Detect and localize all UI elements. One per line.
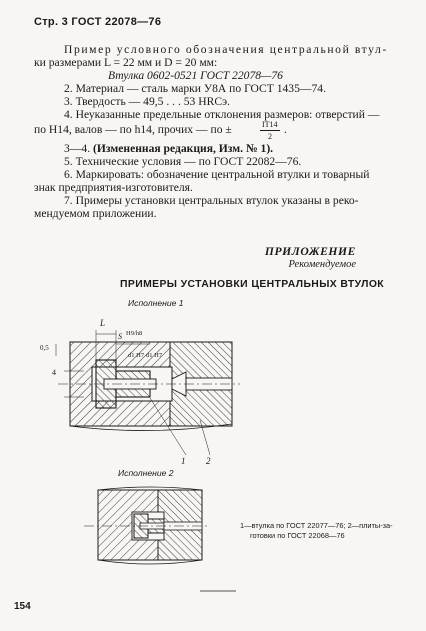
body-line-examples: 7. Примеры установки центральных втулок указаны в реко- xyxy=(64,194,359,207)
dim-label-L: L xyxy=(100,318,106,328)
dim-label-d1: d1 H7 xyxy=(128,352,145,359)
body-line-tolerances-2: по H14, валов — по h14, прочих — по ± xyxy=(34,123,232,136)
figure-2-drawing xyxy=(84,487,210,564)
callout-1: 1 xyxy=(181,456,186,466)
dim-label-fit: H9/h8 xyxy=(126,330,143,337)
body-line-2: ки размерами L = 22 мм и D = 20 мм: xyxy=(34,56,218,69)
body-line-material: 2. Материал — сталь марки У8А по ГОСТ 1435—74. xyxy=(64,82,326,95)
callout-2: 2 xyxy=(206,456,211,466)
figure-2-caption: Исполнение 2 xyxy=(118,468,174,478)
body-line-tolerances: 4. Неуказанные предельные отклонения размеров: отверстий — xyxy=(64,108,380,121)
page-number: 154 xyxy=(14,601,31,612)
fraction-numerator: IT14 xyxy=(262,120,278,129)
body-line-specs: 5. Технические условия — по ГОСТ 22082—76. xyxy=(64,155,302,168)
section-title: ПРИМЕРЫ УСТАНОВКИ ЦЕНТРАЛЬНЫХ ВТУЛОК xyxy=(120,279,385,290)
dim-label-d2: d1 H7 xyxy=(146,352,163,359)
body-line-marking-2: знак предприятия-изготовителя. xyxy=(34,181,193,194)
appendix-title: ПРИЛОЖЕНИЕ xyxy=(264,245,356,258)
legend-line-1: 1—втулка по ГОСТ 22077—76; 2—плиты-за- xyxy=(240,521,393,530)
body-line-examples-2: мендуемом приложении. xyxy=(34,207,157,220)
dim-label-S: S xyxy=(118,332,122,341)
amendment-bold: (Измененная редакция, Изм. № 1). xyxy=(92,142,274,155)
dim-label-4: 4 xyxy=(52,368,56,377)
body-line-1: Пример условного обозначения центральной втул- xyxy=(64,43,388,56)
appendix-subtitle: Рекомендуемое xyxy=(288,259,356,270)
running-header: Стр. 3 ГОСТ 22078—76 xyxy=(34,16,162,28)
dim-label-05: 0,5 xyxy=(40,344,49,352)
fraction-period: . xyxy=(284,123,287,136)
fraction-denominator: 2 xyxy=(268,132,272,141)
figure-1-caption: Исполнение 1 xyxy=(128,298,184,308)
figure-1-drawing xyxy=(56,330,240,455)
body-line-hardness: 3. Твердость — 49,5 . . . 53 HRCэ. xyxy=(64,95,230,108)
body-line-marking: 6. Маркировать: обозначение центральной втулки и товарный xyxy=(64,168,370,181)
amendment-lead: 3—4. xyxy=(64,142,93,155)
legend-line-2: готовки по ГОСТ 22068—76 xyxy=(250,531,345,540)
designation-example: Втулка 0602-0521 ГОСТ 22078—76 xyxy=(108,69,283,82)
